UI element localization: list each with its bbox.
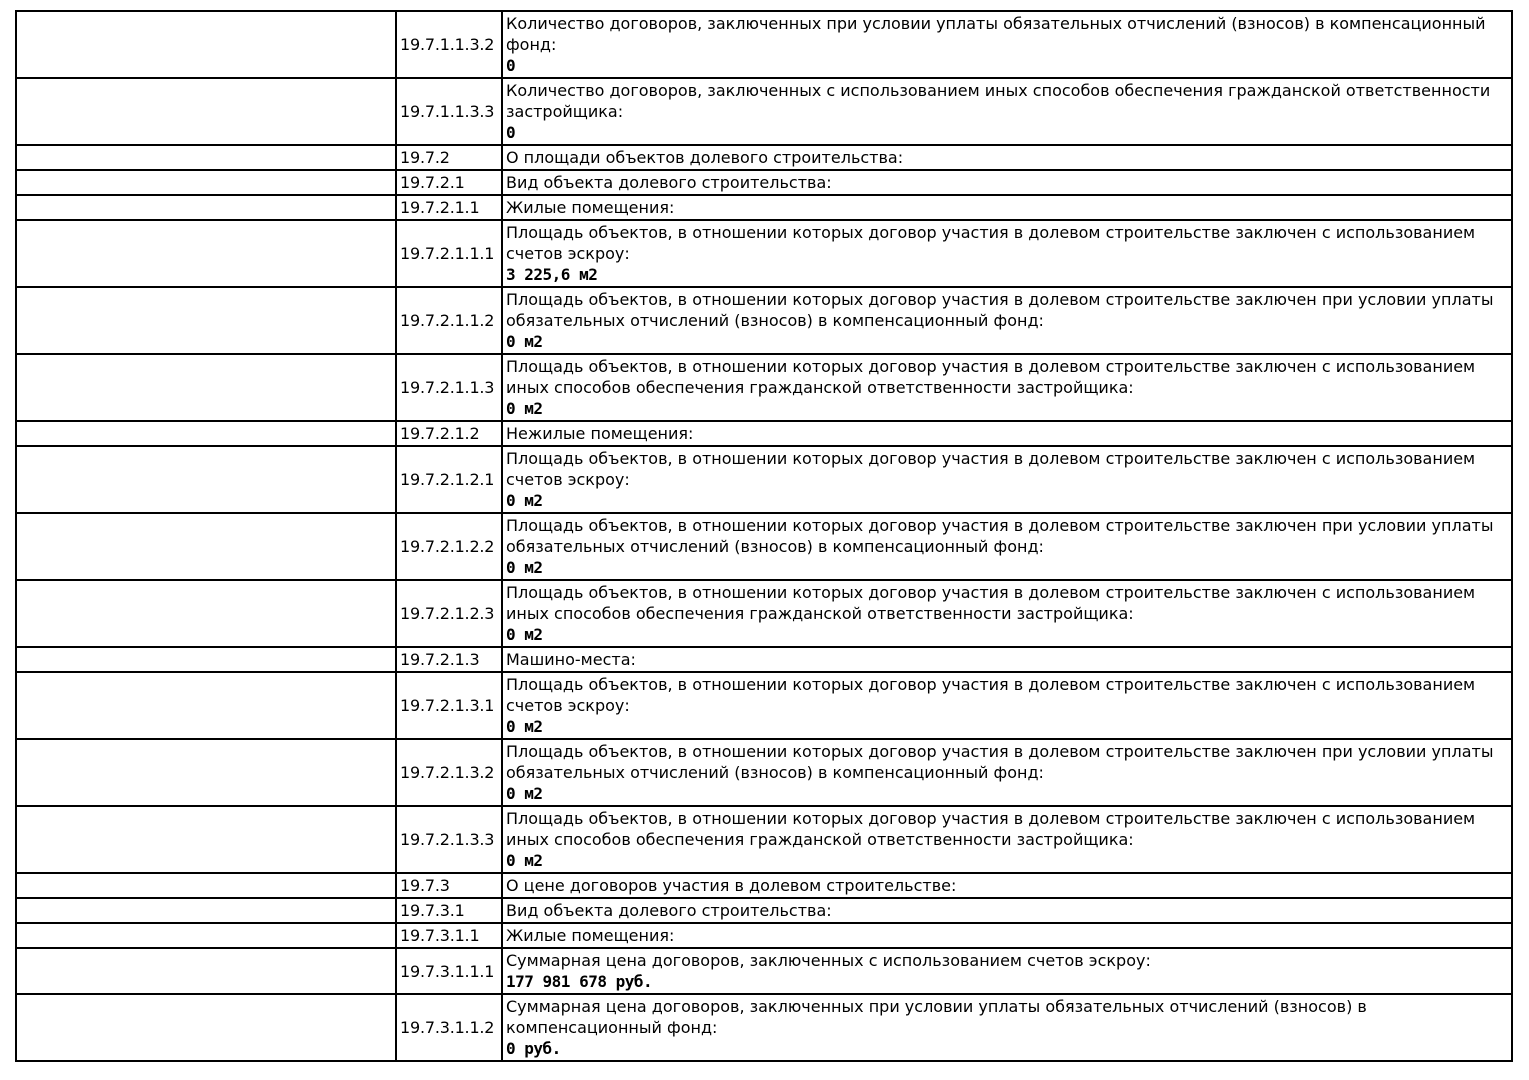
row-code: 19.7.3.1.1.2 bbox=[400, 1018, 495, 1037]
table-row bbox=[16, 513, 1512, 580]
row-label: Площадь объектов, в отношении которых договор участия в долевом строительстве заключен при условии уплаты обязательных отчислений (взносов) в компенсационный фонд: bbox=[506, 742, 1494, 782]
row-code-cell bbox=[396, 421, 502, 446]
row-content-cell bbox=[502, 580, 1512, 647]
row-code-cell bbox=[396, 195, 502, 220]
row-code: 19.7.2.1.2 bbox=[400, 424, 480, 443]
row-code: 19.7.2.1.3.3 bbox=[400, 830, 495, 849]
row-code: 19.7.2.1.2.1 bbox=[400, 470, 495, 489]
table-row bbox=[16, 354, 1512, 421]
empty-cell bbox=[16, 446, 396, 513]
table-row bbox=[16, 11, 1512, 78]
row-label: Жилые помещения: bbox=[506, 926, 675, 945]
empty-cell bbox=[16, 220, 396, 287]
row-code-cell bbox=[396, 898, 502, 923]
table-row bbox=[16, 948, 1512, 994]
row-code-cell bbox=[396, 948, 502, 994]
empty-cell bbox=[16, 513, 396, 580]
row-content-cell bbox=[502, 170, 1512, 195]
table-row bbox=[16, 647, 1512, 672]
empty-cell bbox=[16, 994, 396, 1061]
row-code: 19.7.3 bbox=[400, 876, 450, 895]
empty-cell bbox=[16, 78, 396, 145]
row-label: Количество договоров, заключенных при условии уплаты обязательных отчислений (взносов) в компенсационный фонд: bbox=[506, 14, 1486, 54]
empty-cell bbox=[16, 287, 396, 354]
row-code: 19.7.1.1.3.2 bbox=[400, 35, 495, 54]
row-label: Площадь объектов, в отношении которых договор участия в долевом строительстве заключен с использованием иных способов обеспечения гражданской ответственности застройщика: bbox=[506, 809, 1476, 849]
empty-cell bbox=[16, 145, 396, 170]
row-content-cell bbox=[502, 923, 1512, 948]
row-content-cell bbox=[502, 647, 1512, 672]
table-row bbox=[16, 195, 1512, 220]
row-code-cell bbox=[396, 923, 502, 948]
empty-cell bbox=[16, 923, 396, 948]
row-label: Площадь объектов, в отношении которых договор участия в долевом строительстве заключен при условии уплаты обязательных отчислений (взносов) в компенсационный фонд: bbox=[506, 516, 1494, 556]
empty-cell bbox=[16, 806, 396, 873]
table-row bbox=[16, 739, 1512, 806]
row-code-cell bbox=[396, 145, 502, 170]
table-row bbox=[16, 923, 1512, 948]
row-content-cell bbox=[502, 513, 1512, 580]
row-code-cell bbox=[396, 806, 502, 873]
table-row bbox=[16, 580, 1512, 647]
row-code-cell bbox=[396, 994, 502, 1061]
row-code: 19.7.2.1 bbox=[400, 173, 465, 192]
row-content-cell bbox=[502, 145, 1512, 170]
empty-cell bbox=[16, 170, 396, 195]
row-content-cell bbox=[502, 948, 1512, 994]
row-value: 0 м2 bbox=[506, 625, 543, 644]
row-code: 19.7.2.1.1 bbox=[400, 198, 480, 217]
row-value: 0 м2 bbox=[506, 784, 543, 803]
row-label: Площадь объектов, в отношении которых договор участия в долевом строительстве заключен с использованием счетов эскроу: bbox=[506, 449, 1476, 489]
row-value: 0 bbox=[506, 123, 516, 142]
row-code-cell bbox=[396, 287, 502, 354]
row-code-cell bbox=[396, 354, 502, 421]
row-code: 19.7.2.1.3.1 bbox=[400, 696, 495, 715]
row-value: 0 м2 bbox=[506, 851, 543, 870]
row-code: 19.7.2.1.3 bbox=[400, 650, 480, 669]
row-content-cell bbox=[502, 421, 1512, 446]
table-row bbox=[16, 287, 1512, 354]
table-row bbox=[16, 806, 1512, 873]
row-code-cell bbox=[396, 513, 502, 580]
table-row bbox=[16, 898, 1512, 923]
row-code: 19.7.3.1.1.1 bbox=[400, 961, 495, 981]
empty-cell bbox=[16, 195, 396, 220]
row-label: Площадь объектов, в отношении которых договор участия в долевом строительстве заключен с использованием иных способов обеспечения гражданской ответственности застройщика: bbox=[506, 583, 1476, 623]
empty-cell bbox=[16, 354, 396, 421]
table-row bbox=[16, 446, 1512, 513]
row-code-cell bbox=[396, 446, 502, 513]
row-content-cell bbox=[502, 739, 1512, 806]
row-label: Вид объекта долевого строительства: bbox=[506, 901, 832, 920]
table-row bbox=[16, 672, 1512, 739]
row-value: 177 981 678 руб. bbox=[506, 972, 653, 991]
row-content-cell bbox=[502, 354, 1512, 421]
row-code-cell bbox=[396, 647, 502, 672]
row-content-cell bbox=[502, 994, 1512, 1061]
row-content-cell bbox=[502, 11, 1512, 78]
empty-cell bbox=[16, 948, 396, 994]
row-label: Жилые помещения: bbox=[506, 198, 675, 217]
row-value: 0 м2 bbox=[506, 399, 543, 418]
row-content-cell bbox=[502, 287, 1512, 354]
row-code: 19.7.2.1.2.2 bbox=[400, 537, 495, 556]
row-content-cell bbox=[502, 806, 1512, 873]
row-label: Площадь объектов, в отношении которых договор участия в долевом строительстве заключен при условии уплаты обязательных отчислений (взносов) в компенсационный фонд: bbox=[506, 290, 1494, 330]
empty-cell bbox=[16, 11, 396, 78]
row-content-cell bbox=[502, 672, 1512, 739]
row-label: Машино-места: bbox=[506, 650, 636, 669]
row-code: 19.7.2.1.2.3 bbox=[400, 604, 495, 623]
row-code: 19.7.2.1.3.2 bbox=[400, 763, 495, 782]
table-row bbox=[16, 145, 1512, 170]
row-code-cell bbox=[396, 170, 502, 195]
declaration-table-wrap bbox=[15, 10, 1513, 1062]
row-value: 0 м2 bbox=[506, 558, 543, 577]
empty-cell bbox=[16, 898, 396, 923]
row-code: 19.7.3.1 bbox=[400, 901, 465, 920]
row-code: 19.7.2.1.1.1 bbox=[400, 244, 495, 263]
row-content-cell bbox=[502, 78, 1512, 145]
row-code: 19.7.3.1.1 bbox=[400, 926, 480, 945]
row-label: Площадь объектов, в отношении которых договор участия в долевом строительстве заключен с использованием иных способов обеспечения гражданской ответственности застройщика: bbox=[506, 357, 1476, 397]
row-content-cell bbox=[502, 873, 1512, 898]
table-row bbox=[16, 421, 1512, 446]
table-row bbox=[16, 994, 1512, 1061]
row-value: 0 bbox=[506, 56, 516, 75]
declaration-table bbox=[15, 10, 1513, 1062]
row-code-cell bbox=[396, 11, 502, 78]
table-row bbox=[16, 220, 1512, 287]
row-label: Вид объекта долевого строительства: bbox=[506, 173, 832, 192]
empty-cell bbox=[16, 672, 396, 739]
row-content-cell bbox=[502, 898, 1512, 923]
row-value: 3 225,6 м2 bbox=[506, 265, 598, 284]
row-label: О цене договоров участия в долевом строительстве: bbox=[506, 876, 957, 895]
row-value: 0 м2 bbox=[506, 717, 543, 736]
empty-cell bbox=[16, 421, 396, 446]
empty-cell bbox=[16, 647, 396, 672]
row-content-cell bbox=[502, 195, 1512, 220]
row-content-cell bbox=[502, 220, 1512, 287]
row-code-cell bbox=[396, 580, 502, 647]
row-code: 19.7.1.1.3.3 bbox=[400, 102, 495, 121]
row-content-cell bbox=[502, 446, 1512, 513]
row-label: Площадь объектов, в отношении которых договор участия в долевом строительстве заключен с использованием счетов эскроу: bbox=[506, 675, 1476, 715]
row-value: 0 м2 bbox=[506, 491, 543, 510]
row-value: 0 м2 bbox=[506, 332, 543, 351]
empty-cell bbox=[16, 873, 396, 898]
row-code-cell bbox=[396, 220, 502, 287]
row-label: О площади объектов долевого строительства: bbox=[506, 148, 904, 167]
empty-cell bbox=[16, 580, 396, 647]
row-label: Суммарная цена договоров, заключенных при условии уплаты обязательных отчислений (взносов) в компенсационный фонд: bbox=[506, 997, 1367, 1037]
row-code: 19.7.2.1.1.3 bbox=[400, 378, 495, 397]
row-code-cell bbox=[396, 672, 502, 739]
row-label: Площадь объектов, в отношении которых договор участия в долевом строительстве заключен с использованием счетов эскроу: bbox=[506, 223, 1476, 263]
row-code-cell bbox=[396, 739, 502, 806]
empty-cell bbox=[16, 739, 396, 806]
row-label: Нежилые помещения: bbox=[506, 424, 694, 443]
table-row bbox=[16, 873, 1512, 898]
row-code: 19.7.2.1.1.2 bbox=[400, 311, 495, 330]
row-value: 0 руб. bbox=[506, 1039, 561, 1058]
row-code-cell bbox=[396, 873, 502, 898]
row-code: 19.7.2 bbox=[400, 148, 450, 167]
row-label: Количество договоров, заключенных с использованием иных способов обеспечения гражданской ответственности застройщика: bbox=[506, 81, 1491, 121]
table-row bbox=[16, 170, 1512, 195]
row-code-cell bbox=[396, 78, 502, 145]
row-label: Суммарная цена договоров, заключенных с использованием счетов эскроу: bbox=[506, 951, 1151, 970]
table-row bbox=[16, 78, 1512, 145]
